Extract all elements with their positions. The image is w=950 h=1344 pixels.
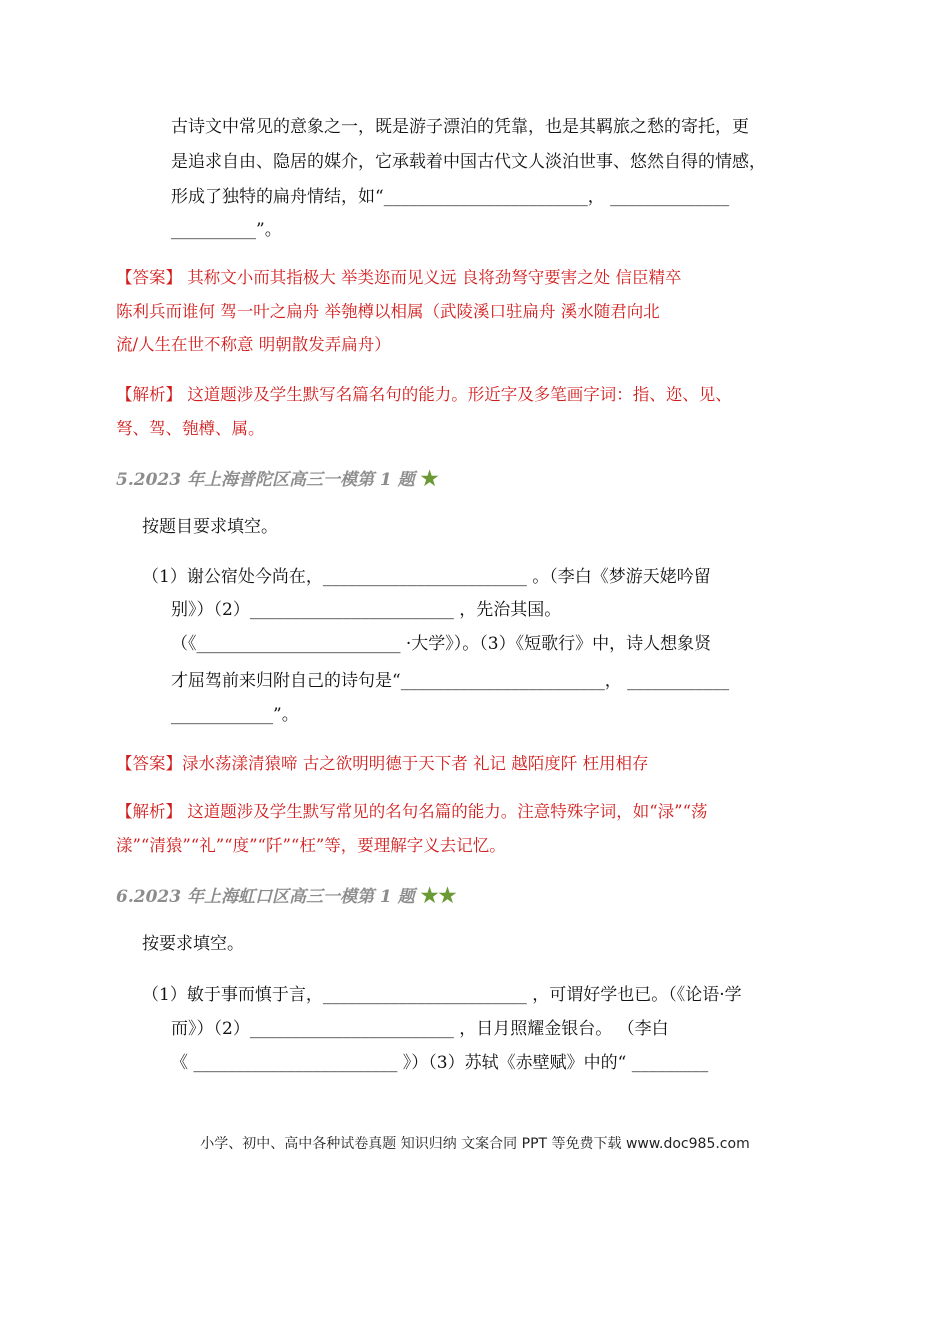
question-line: 才屈驾前来归附自己的诗句是“________________________， ____________ xyxy=(171,671,730,691)
answer-line: 陈利兵而谁何 驾一叶之扁舟 举匏樽以相属（武陵溪口驻扁舟 溪水随君向北 xyxy=(116,302,660,321)
question-line: 而》）（2）________________________ ，日月照耀金银台。 （李白 xyxy=(171,1019,669,1039)
question-heading-text: 6.2023 年上海虹口区高三一模第 1 题 xyxy=(116,887,415,907)
intro-line: 形成了独特的扁舟情结，如“________________________， ______________ xyxy=(171,187,730,207)
question-line: ____________”。 xyxy=(171,705,299,725)
question-heading xyxy=(116,466,439,492)
answer-line: 流/人生在世不称意 明朝散发弄扁舟） xyxy=(116,335,391,354)
intro-line: 古诗文中常见的意象之一，既是游子漂泊的凭靠，也是其羁旅之愁的寄托，更 xyxy=(171,117,749,137)
question-instruction: 按题目要求填空。 xyxy=(142,517,278,537)
answer-line: 【答案】 其称文小而其指极大 举类迩而见义远 良将劲弩守要害之处 信臣精卒 xyxy=(116,268,682,287)
question-heading xyxy=(116,883,456,909)
analysis-line: 弩、驾、匏樽、属。 xyxy=(116,419,265,438)
question-line: （1）谢公宿处今尚在，________________________ 。（李白《梦游天姥吟留 xyxy=(142,567,711,587)
intro-line: __________”。 xyxy=(171,220,282,240)
question-line: （1）敏于事而慎于言，________________________ ，可谓好学也已。（《论语·学 xyxy=(142,985,742,1005)
question-line: 《 ________________________ 》）（3）苏轼《赤壁赋》中的“ _________ xyxy=(171,1053,709,1073)
page-footer: 小学、初中、高中各种试卷真题 知识归纳 文案合同 PPT 等免费下载 www.doc985.com xyxy=(200,1136,750,1152)
analysis-line: 【解析】 这道题涉及学生默写常见的名句名篇的能力。注意特殊字词，如“渌”“荡 xyxy=(116,802,708,821)
answer-line: 【答案】渌水荡漾清猿啼 古之欲明明德于天下者 礼记 越陌度阡 枉用相存 xyxy=(116,754,649,773)
question-line: （《________________________ ·大学》）。（3）《短歌行》中，诗人想象贤 xyxy=(171,634,712,654)
intro-line: 是追求自由、隐居的媒介，它承载着中国古代文人淡泊世事、悠然自得的情感， xyxy=(171,152,766,172)
analysis-line: 漾”“清猿”“礼”“度”“阡”“枉”等，要理解字义去记忆。 xyxy=(116,836,506,855)
question-line: 别》）（2）________________________ ，先治其国。 xyxy=(171,600,562,620)
star-icon: ★★ xyxy=(420,883,457,907)
analysis-line: 【解析】 这道题涉及学生默写名篇名句的能力。形近字及多笔画字词：指、迩、见、 xyxy=(116,385,732,404)
question-heading-text: 5.2023 年上海普陀区高三一模第 1 题 xyxy=(116,470,415,490)
question-instruction: 按要求填空。 xyxy=(142,934,244,954)
star-icon: ★ xyxy=(420,466,439,490)
